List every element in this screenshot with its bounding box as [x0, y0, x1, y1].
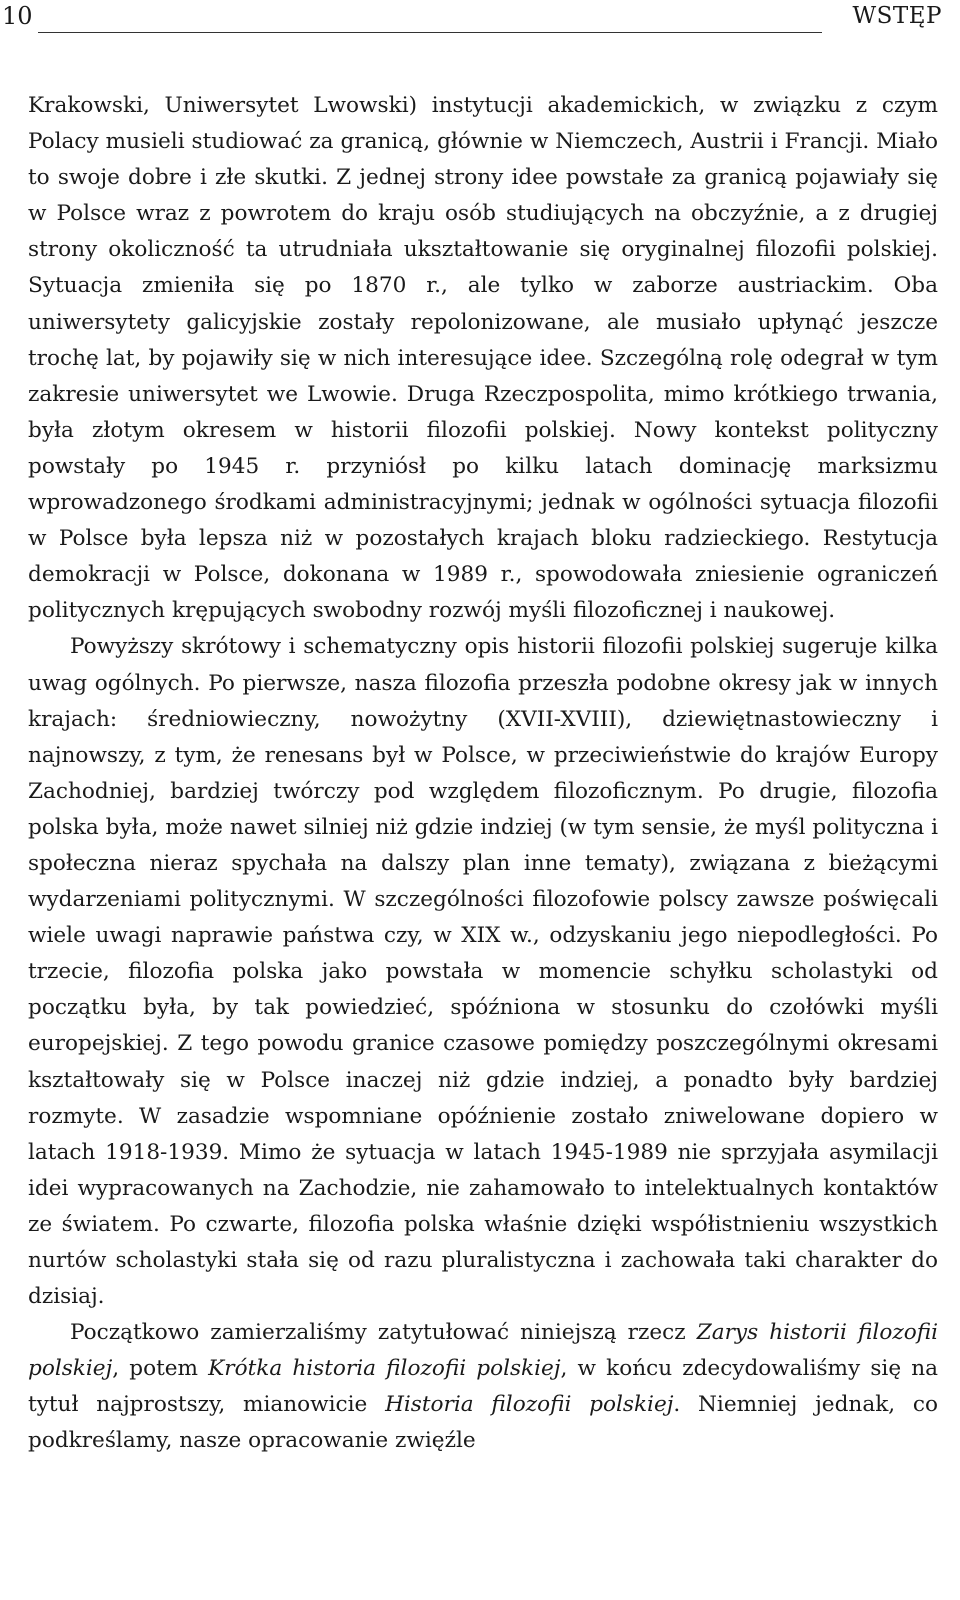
- paragraph-3-text-b: , potem: [112, 1356, 209, 1382]
- body-text: [28, 88, 938, 1460]
- book-title-historia: Historia filozofii polskiej: [385, 1392, 674, 1418]
- paragraph-3: [28, 1315, 938, 1459]
- paragraph-2: Powyższy skrótowy i schematyczny opis historii filozofii polskiej sugeruje kilka uwag ogólnych. Po pierwsze, nasza filozofia przeszła podobne okresy jak w innych krajach: średniowieczny, nowożytny (XVII-XVIII), dziewiętnastowieczny i najnowszy, z tym, że renesans był w Polsce, w przeciwieństwie do krajów Europy Zachodniej, bardziej twórczy pod względem filozoficznym. Po drugie, filozofia polska była, może nawet silniej niż gdzie indziej (w tym sensie, że myśl polityczna i społeczna nieraz spychała na dalszy plan inne tematy), związana z bieżącymi wydarzeniami politycznymi. W szczególności filozofowie polscy zawsze poświęcali wiele uwagi naprawie państwa czy, w XIX w., odzyskaniu jego niepodległości. Po trzecie, filozofia polska jako powstała w momencie schyłku scholastyki od początku była, by tak powiedzieć, spóźniona w stosunku do czołówki myśli europejskiej. Z tego powodu granice czasowe pomiędzy poszczególnymi okresami kształtowały się w Polsce inaczej niż gdzie indziej, a ponadto były bardziej rozmyte. W zasadzie wspomniane opóźnienie zostało zniwelowane dopiero w latach 1918-1939. Mimo że sytuacja w latach 1945-1989 nie sprzyjała asymilacji idei wypracowanych na Zachodzie, nie zahamowało to intelektualnych kontaktów ze światem. Po czwarte, filozofia polska właśnie dzięki współistnieniu wszystkich nurtów scholastyki stała się od razu pluralistyczna i zachowała taki charakter do dzisiaj.: [28, 634, 938, 1310]
- book-title-krotka: Krótka historia filozofii polskiej: [208, 1356, 561, 1382]
- paragraph-3-text-a: Początkowo zamierzaliśmy zatytułować niniejszą rzecz: [70, 1320, 697, 1346]
- page-header: [2, 0, 942, 36]
- paragraph-3-text-c: , w końcu zdecydowaliśmy się na tytuł najprostszy, mianowicie: [28, 1356, 939, 1418]
- paragraph-3-text-d: . Niemniej jednak, co podkreślamy, nasze opracowanie zwięźle: [28, 1392, 938, 1454]
- paragraph-1: Krakowski, Uniwersytet Lwowski) instytucji akademickich, w związku z czym Polacy musieli studiować za granicą, głównie w Niemczech, Austrii i Francji. Miało to swoje dobre i złe skutki. Z jednej strony idee powstałe za granicą pojawiały się w Polsce wraz z powrotem do kraju osób studiujących na obczyźnie, a z drugiej strony okoliczność ta utrudniała ukształtowanie się oryginalnej filozofii polskiej. Sytuacja zmieniła się po 1870 r., ale tylko w zaborze austriackim. Oba uniwersytety galicyjskie zostały repolonizowane, ale musiało upłynąć jeszcze trochę lat, by pojawiły się w nich interesujące idee. Szczególną rolę odegrał w tym zakresie uniwersytet we Lwowie. Druga Rzeczpospolita, mimo krótkiego trwania, była złotym okresem w historii filozofii polskiej. Nowy kontekst polityczny powstały po 1945 r. przyniósł po kilku latach dominację marksizmu wprowadzonego środkami administracyjnymi; jednak w ogólności sytuacja filozofii w Polsce była lepsza niż w pozostałych krajach bloku radzieckiego. Restytucja demokracji w Polsce, dokonana w 1989 r., spowodowała zniesienie ograniczeń politycznych krępujących swobodny rozwój myśli filozoficznej i naukowej.: [28, 93, 938, 624]
- book-title-zarys: Zarys historii filozofii polskiej: [28, 1320, 939, 1382]
- running-title: WSTĘP: [852, 3, 942, 29]
- page-number: 10: [2, 2, 33, 30]
- header-rule: [38, 32, 822, 33]
